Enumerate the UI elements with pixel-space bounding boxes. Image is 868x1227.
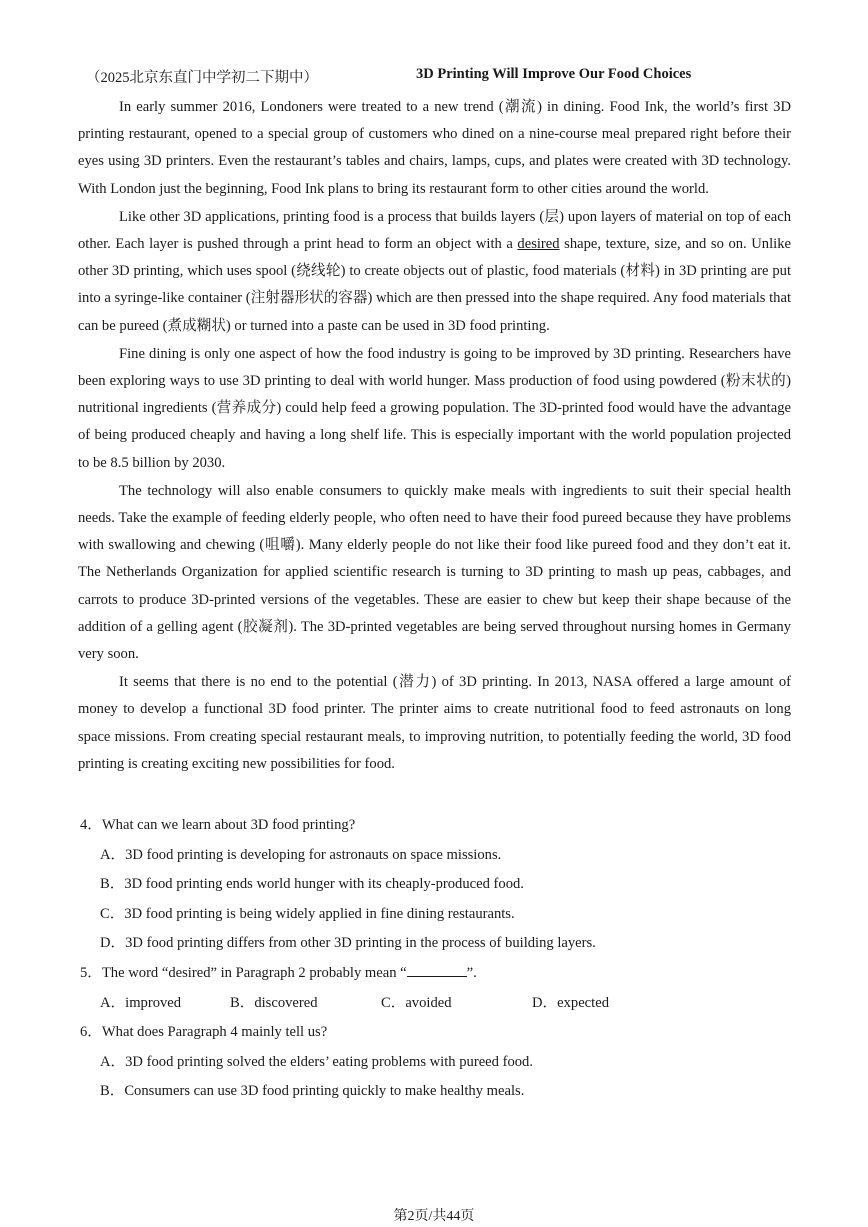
question-4-option-d: D．3D food printing differs from other 3D printing in the process of building layers. — [100, 935, 596, 952]
question-5-option-a: A．improved — [100, 994, 182, 1011]
exam-source: （2025北京东直门中学初二下期中） — [86, 70, 318, 86]
paragraph-2-part-2: shape, texture, size, and so on. Unlike other 3D printing, which uses spool (绕线轮) to create objects out of plastic, food materials (材料) in 3D printing are put into a syringe-like container (注射器形状的容器) which are then pressed into the shape required. Any food materials that can be pureed (煮成糊状) or turned into a paste can be used in 3D food printing. — [78, 236, 791, 334]
question-5-option-c: C．avoided — [381, 994, 452, 1011]
question-5-options — [78, 989, 798, 1019]
question-5-stem — [78, 959, 798, 989]
paragraph-5: It seems that there is no end to the potential (潜力) of 3D printing. In 2013, NASA offered a large amount of money to develop a functional 3D food printer. The printer aims to create nutritional food to feed astronauts on long space missions. From creating special restaurant meals, to improving nutrition, to potentially feeding the world, 3D food printing is creating exciting new possibilities for food. — [78, 674, 791, 772]
question-5-stem-end: ”. — [466, 964, 477, 981]
page-number: 第2页/共44页 — [393, 1209, 475, 1224]
question-5-option-d: D．expected — [532, 994, 609, 1011]
question-5-stem-start: 5．The word “desired” in Paragraph 2 probably mean “ — [80, 964, 407, 981]
paragraph-3: Fine dining is only one aspect of how the food industry is going to be improved by 3D printing. Researchers have been exploring ways to use 3D printing to deal with world hunger. Mass production of food using powdered (粉末状的) nutritional ingredients (营养成分) could help feed a growing population. The 3D-printed food would have the advantage of being produced cheaply and having a long shelf life. This is especially important with the world population projected to be 8.5 billion by 2030. — [78, 345, 791, 471]
question-4-option-a: A．3D food printing is developing for astronauts on space missions. — [100, 846, 502, 863]
passage-title: 3D Printing Will Improve Our Food Choices — [416, 66, 692, 82]
paragraph-1: In early summer 2016, Londoners were treated to a new trend (潮流) in dining. Food Ink, the world’s first 3D printing restaurant, opened to a special group of customers who dined on a nine-course meal prepared right before their eyes using 3D printers. Even the restaurant’s tables and chairs, lamps, cups, and plates were created with 3D technology. With London just the beginning, Food Ink plans to bring its restaurant form to other cities around the world. — [78, 99, 791, 197]
question-4-option-b: B．3D food printing ends world hunger with its cheaply-produced food. — [100, 876, 524, 893]
page-header — [80, 66, 788, 88]
question-6-option-a: A．3D food printing solved the elders’ eating problems with pureed food. — [100, 1053, 533, 1070]
answer-blank — [407, 962, 467, 977]
question-4-option-c: C．3D food printing is being widely applied in fine dining restaurants. — [100, 905, 515, 922]
question-4-stem: 4．What can we learn about 3D food printing? — [80, 817, 356, 833]
question-5-option-b: B．discovered — [230, 994, 318, 1011]
question-6-option-b: B．Consumers can use 3D food printing quickly to make healthy meals. — [100, 1083, 525, 1100]
paragraph-2 — [78, 204, 791, 340]
question-list — [78, 811, 798, 1107]
paragraph-4: The technology will also enable consumers to quickly make meals with ingredients to suit their special health needs. Take the example of feeding elderly people, who often need to have their food pureed because they have problems with swallowing and chewing (咀嚼). Many elderly people do not like their food like pureed food and they don’t eat it. The Netherlands Organization for applied scientific research is turning to 3D printing to mash up peas, cabbages, and carrots to produce 3D-printed versions of the vegetables. These are easier to chew but keep their shape because of the addition of a gelling agent (胶凝剂). The 3D-printed vegetables are being served throughout nursing homes in Germany very soon. — [78, 482, 791, 663]
paragraph-2-part-1: Like other 3D applications, printing food is a process that builds layers (层) upon layers of material on top of each other. Each layer is pushed through a print head to form an object with a — [78, 208, 791, 253]
reading-passage — [78, 94, 791, 778]
underlined-word-desired: desired — [517, 236, 560, 253]
question-6-stem: 6．What does Paragraph 4 mainly tell us? — [80, 1024, 328, 1041]
